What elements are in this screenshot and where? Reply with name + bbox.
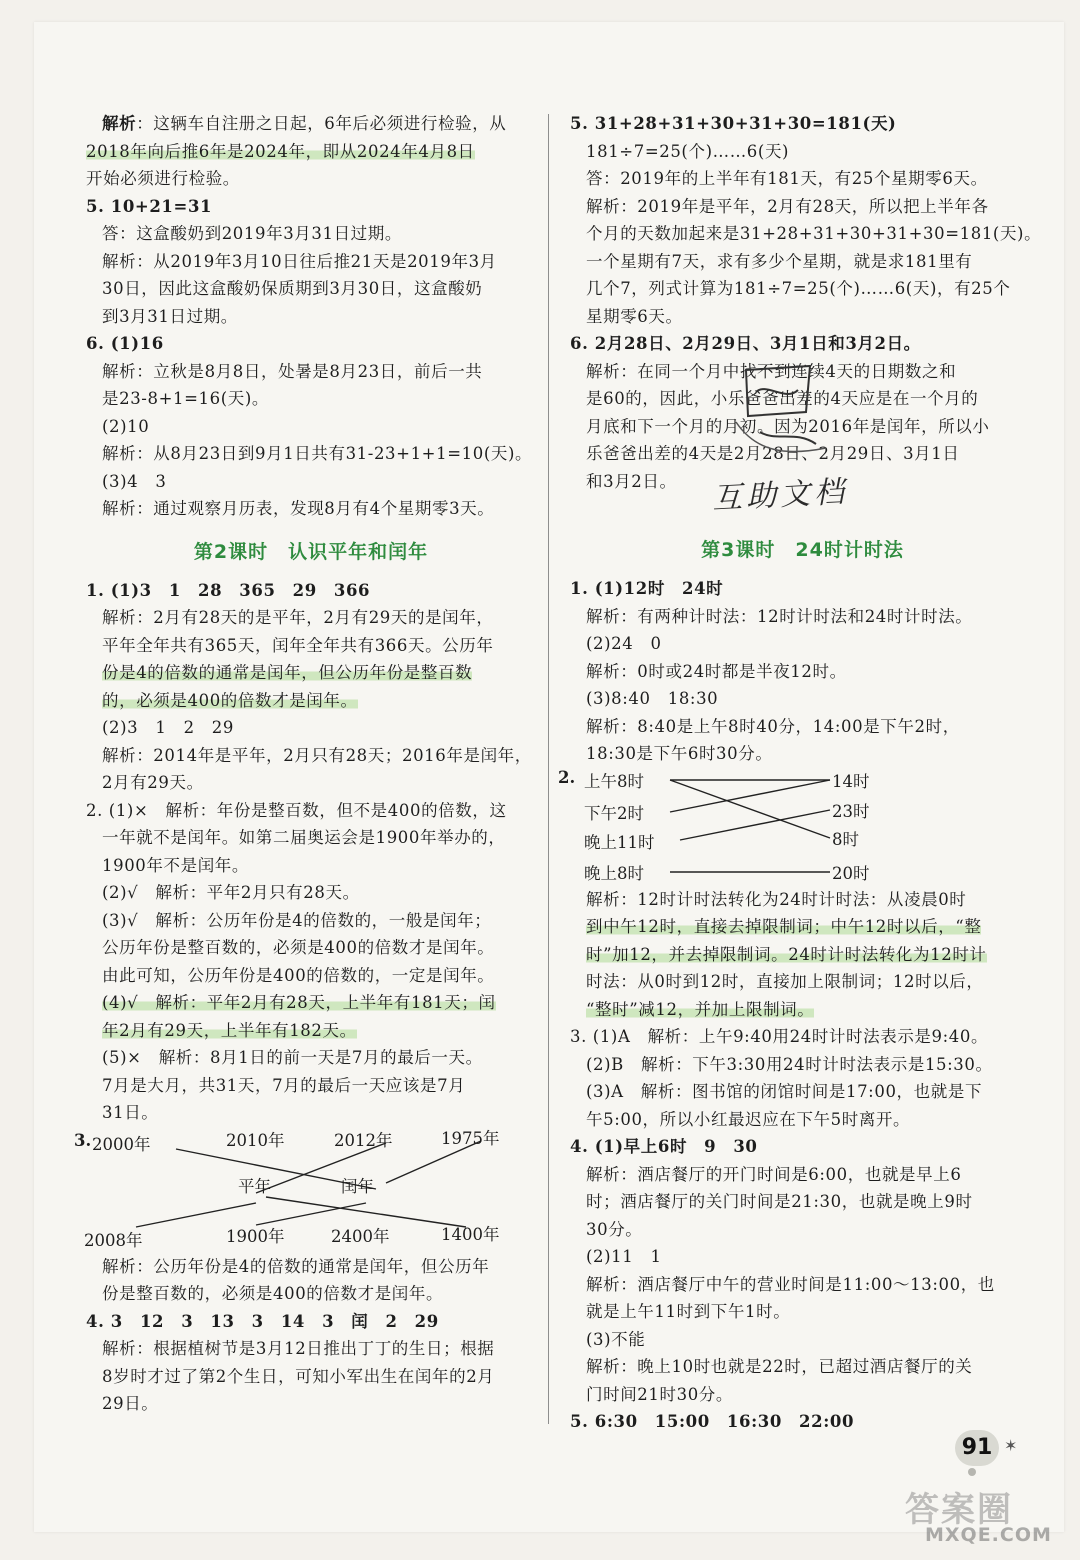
year-label: 2000年 — [92, 1134, 151, 1154]
text-line: 29日。 — [102, 1394, 159, 1413]
text-line: 时法：从0时到12时，直接加上限制词；12时以后， — [586, 972, 984, 991]
watermark-url: MXQE.COM — [925, 1524, 1052, 1546]
text-line: (3)4 3 — [102, 471, 167, 491]
text-line: 是23-8+1=16(天)。 — [102, 389, 269, 408]
time-label: 上午8时 — [584, 771, 644, 791]
year-label: 2010年 — [226, 1130, 285, 1150]
text-line: 解析：通过观察月历表，发现8月有4个星期零3天。 — [102, 499, 495, 518]
page-number: 91 — [955, 1430, 999, 1466]
text-line: 4. 3 12 3 13 3 14 3 闰 2 29 — [86, 1311, 439, 1331]
text-line: 8岁时才过了第2个生日，可知小军出生在闰年的2月 — [102, 1366, 495, 1386]
time-label: 23时 — [832, 801, 870, 821]
text-line: (2)B 解析：下午3:30用24时计时法表示是15:30。 — [586, 1054, 993, 1074]
dot-decoration — [968, 1468, 976, 1476]
text-line: 一个星期有7天，求有多少个星期，就是求181里有 — [586, 251, 973, 271]
text-line: 6. 2月28日、2月29日、3月1日和3月2日。 — [570, 334, 921, 353]
question-number: 2. — [558, 767, 576, 787]
text-line: 3. (1)A 解析：上午9:40用24时计时法表示是9:40。 — [570, 1027, 989, 1046]
text-line — [570, 996, 1035, 1024]
left-column — [74, 110, 536, 1418]
time-matching-diagram — [558, 767, 1035, 886]
text-line: 30分。 — [586, 1219, 643, 1239]
time-label: 14时 — [832, 771, 870, 791]
text-line: 解析：公历年份是4的倍数的通常是闰年，但公历年 — [102, 1256, 490, 1276]
handwritten-stamp: 互助文档 — [711, 474, 850, 517]
text-line: 2月有29天。 — [102, 773, 204, 792]
text-line: 5. 31+28+31+30+31+30=181(天) — [570, 114, 897, 133]
highlighted-text: 到中午12时，直接去掉限制词；中午12时以后，“整 — [586, 917, 982, 936]
text-line: 1900年不是闰年。 — [102, 855, 249, 875]
highlighted-text: 2018年向后推6年是2024年，即从2024年4月8日 — [86, 141, 475, 161]
section-heading-lesson2: 第2课时 认识平年和闰年 — [193, 540, 429, 563]
text-line: 1. (1)3 1 28 365 29 366 — [86, 580, 371, 600]
text-line: 答：2019年的上半年有181天，有25个星期零6天。 — [586, 169, 988, 188]
text-line: 解析：在同一个月中找不到连续4天的日期数之和 — [586, 361, 957, 381]
text-line: (3)不能 — [586, 1329, 646, 1349]
text-line: (3)8:40 18:30 — [586, 689, 719, 708]
scribble-mark — [726, 352, 836, 462]
text-line: 解析：酒店餐厅的开门时间是6:00，也就是早上6 — [586, 1164, 962, 1184]
text-line: (2)10 — [102, 416, 150, 436]
time-label: 下午2时 — [584, 803, 644, 823]
text-line: 18:30是下午6时30分。 — [586, 744, 773, 763]
column-divider — [548, 114, 549, 1424]
time-label: 8时 — [832, 829, 859, 849]
text-line: 几个7，列式计算为181÷7=25(个)……6(天)，有25个 — [586, 279, 1011, 298]
text-line: (3)A 解析：图书馆的闭馆时间是17:00，也就是下 — [586, 1082, 983, 1101]
p1-line0: ：这辆车自注册之日起，6年后必须进行检验，从 — [136, 114, 507, 133]
year-label: 1400年 — [441, 1224, 500, 1244]
text-line: 答：这盒酸奶到2019年3月31日过期。 — [102, 224, 402, 243]
leap-year-matching-diagram — [74, 1127, 536, 1250]
question-6: 6. (1)16 — [86, 334, 164, 353]
year-label: 2400年 — [331, 1226, 390, 1246]
text-line — [570, 913, 1035, 941]
text-line: 和3月2日。 — [586, 471, 677, 491]
text-line: 解析：有两种计时法：12时计时法和24时计时法。 — [586, 606, 973, 626]
section-heading-lesson3: 第3课时 24时计时法 — [701, 539, 904, 561]
text-line: 开始必须进行检验。 — [86, 169, 240, 188]
text-line: (2)3 1 2 29 — [102, 718, 234, 737]
text-line: 份是整百数的，必须是400的倍数才是闰年。 — [102, 1284, 444, 1303]
text-line: 到3月31日过期。 — [102, 306, 238, 326]
text-line: 解析：从8月23日到9月1日共有31-23+1+1=10(天)。 — [102, 444, 533, 463]
text-line: 解析：根据植树节是3月12日推出丁丁的生日；根据 — [102, 1339, 495, 1358]
text-line — [86, 138, 536, 166]
category-label: 平年 — [238, 1176, 271, 1196]
text-line: (2)24 0 — [586, 634, 662, 653]
text-line: (2)11 1 — [586, 1247, 662, 1266]
text-line: (3)√ 解析：公历年份是4的倍数的，一般是闰年； — [102, 910, 492, 930]
text-line — [86, 687, 536, 715]
text-line: 由此可知，公历年份是400的倍数的，一定是闰年。 — [102, 965, 495, 985]
text-line — [86, 989, 536, 1017]
text-line: 公历年份是整百数的，必须是400的倍数才是闰年。 — [102, 938, 495, 957]
text-line: (5)× 解析：8月1日的前一天是7月的最后一天。 — [102, 1048, 483, 1067]
text-line: 4. (1)早上6时 9 30 — [570, 1137, 758, 1156]
text-line: 个月的天数加起来是31+28+31+30+31+30=181(天)。 — [586, 224, 1042, 243]
year-label: 1975年 — [441, 1128, 500, 1148]
highlighted-text: “整时”减12，并加上限制词。 — [586, 999, 815, 1019]
text-line: 解析：酒店餐厅中午的营业时间是11:00～13:00，也 — [586, 1274, 995, 1294]
highlighted-text: (4)√ 解析：平年2月有28天，上半年有181天；闰 — [102, 993, 496, 1012]
text-line: 解析：2月有28天的是平年，2月有29天的是闰年， — [102, 608, 494, 627]
text-line: 平年全年共有365天，闰年全年共有366天。公历年 — [102, 635, 494, 655]
category-label: 闰年 — [341, 1176, 374, 1196]
time-label: 晚上11时 — [584, 832, 655, 852]
text-line: 30日，因此这盒酸奶保质期到3月30日，这盒酸奶 — [102, 279, 483, 298]
text-line: 31日。 — [102, 1103, 159, 1122]
text-line: 2. (1)× 解析：年份是整百数，但不是400的倍数，这 — [86, 800, 507, 820]
highlighted-text: 的，必须是400的倍数才是闰年。 — [102, 690, 358, 710]
text-line: 是60的，因此，小乐爸爸出差的4天应是在一个月的 — [586, 389, 979, 408]
highlighted-text: 年2月有29天，上半年有182天。 — [102, 1020, 357, 1040]
time-label: 20时 — [832, 863, 870, 883]
text-line: 解析：立秋是8月8日，处暑是8月23日，前后一共 — [102, 361, 483, 381]
right-column — [558, 110, 1042, 1436]
text-line: 5. 6:30 15:00 16:30 22:00 — [570, 1412, 855, 1431]
text-line: 解析：2019年是平年，2月有28天，所以把上半年各 — [586, 196, 989, 216]
question-number: 3. — [74, 1130, 92, 1150]
text-line: 181÷7=25(个)……6(天) — [586, 141, 790, 161]
text-line: 解析：8:40是上午8时40分，14:00是下午2时， — [586, 716, 960, 736]
text-line: 解析：0时或24时都是半夜12时。 — [586, 661, 847, 681]
text-line: 7月是大月，共31天，7月的最后一天应该是7月 — [102, 1075, 466, 1095]
question-5: 5. 10+21=31 — [86, 196, 213, 216]
text-line: 月底和下一个月的月初。因为2016年是闰年，所以小 — [586, 416, 990, 436]
year-label: 2012年 — [334, 1130, 393, 1150]
text-line: 一年就不是闰年。如第二届奥运会是1900年举办的， — [102, 828, 506, 847]
text-line: 就是上午11时到下午1时。 — [586, 1302, 791, 1321]
star-icon: ✶ — [1004, 1436, 1018, 1455]
text-line: 午5:00，所以小红最迟应在下午5时离开。 — [586, 1109, 911, 1129]
text-line: 1. (1)12时 24时 — [570, 579, 724, 598]
text-line: 乐爸爸出差的4天是2月28日、2月29日、3月1日 — [586, 444, 960, 463]
year-label: 2008年 — [84, 1230, 143, 1250]
text-line: 解析：从2019年3月10日往后推21天是2019年3月 — [102, 251, 497, 271]
text-line — [570, 941, 1035, 969]
text-line: 解析：晚上10时也就是22时，已超过酒店餐厅的关 — [586, 1357, 973, 1376]
watermark — [905, 1482, 1055, 1552]
text-line: 解析：这辆车自注册之日起，6年后必须进行检验，从 — [102, 114, 507, 133]
text-line — [86, 659, 536, 687]
text-line: 解析：2014年是平年，2月只有28天；2016年是闰年， — [102, 745, 532, 765]
text-line — [86, 1017, 536, 1045]
answer-page — [34, 22, 1064, 1532]
text-line: 时；酒店餐厅的关门时间是21:30，也就是晚上9时 — [586, 1192, 973, 1211]
watermark-logo: 答案圈 — [905, 1490, 1013, 1530]
text-line: 解析：12时计时法转化为24时计时法：从凌晨0时 — [586, 889, 967, 909]
highlighted-text: 时”加12，并去掉限制词。24时计时法转化为12时计 — [586, 944, 987, 964]
text-line: (2)√ 解析：平年2月只有28天。 — [102, 883, 360, 902]
highlighted-text: 份是4的倍数的通常是闰年，但公历年份是整百数 — [102, 663, 473, 682]
text-line: 门时间21时30分。 — [586, 1384, 733, 1404]
time-label: 晚上8时 — [584, 863, 644, 883]
year-label: 1900年 — [226, 1226, 285, 1246]
text-line: 星期零6天。 — [586, 306, 683, 326]
